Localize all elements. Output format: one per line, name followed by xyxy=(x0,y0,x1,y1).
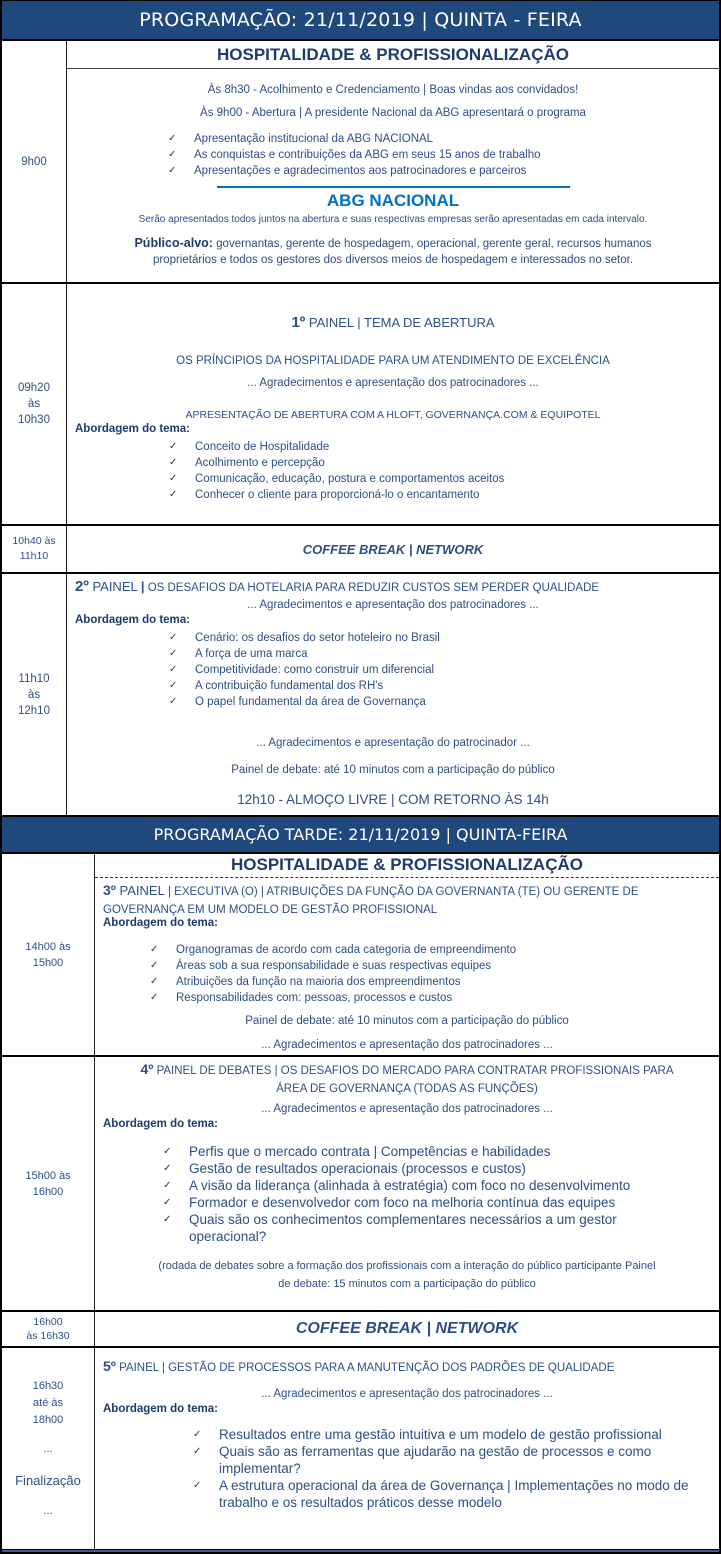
panel3-thanks: ... Agradecimentos e apresentação dos patrocinadores ... xyxy=(261,1039,553,1051)
morning-header: PROGRAMAÇÃO: 21/11/2019 | QUINTA - FEIRA xyxy=(2,1,719,39)
panel2-list xyxy=(169,630,440,710)
abordagem-label: Abordagem do tema: xyxy=(75,423,191,435)
list-item: ✓ A estrutura operacional da área de Governança | Implementações no modo de trabalho e os resultados práticos desse modelo xyxy=(193,1477,713,1511)
list-item: ✓ Formador e desenvolvedor com foco na melhoria contínua das equipes xyxy=(163,1194,643,1211)
panel-title: PAINEL xyxy=(88,579,141,594)
list-item: ✓ A força de uma marca xyxy=(169,646,440,662)
panel-title: PAINEL | GESTÃO DE PROCESSOS PARA A MANUTENÇÃO DOS PADRÕES DE QUALIDADE xyxy=(115,1362,615,1374)
list-item: ✓ Conhecer o cliente para proporcioná-lo o encantamento xyxy=(169,487,504,503)
list-item: ✓ Perfis que o mercado contrata | Competências e habilidades xyxy=(163,1143,643,1160)
note-line: de debate: 15 minutos com a participação do público xyxy=(278,1278,536,1290)
coffee2-content xyxy=(95,1312,719,1346)
time-label: ... xyxy=(43,1442,53,1455)
abordagem-label: Abordagem do tema: xyxy=(103,1403,219,1415)
panel-number: 4º xyxy=(140,1061,154,1077)
panel2-content xyxy=(67,574,719,815)
coffee1-time xyxy=(2,526,67,572)
panel4-thanks: ... Agradecimentos e apresentação dos patrocinadores ... xyxy=(261,1103,553,1115)
panel-title: PAINEL xyxy=(115,883,165,898)
panel5-list xyxy=(193,1426,713,1511)
time-label: 15h00 xyxy=(32,956,64,969)
section-title: HOSPITALIDADE & PROFISSIONALIZAÇÃO xyxy=(231,855,583,874)
list-item: ✓ Resultados entre uma gestão intuitiva e um modelo de gestão profissional xyxy=(193,1426,713,1443)
panel-number: 2º xyxy=(75,578,89,595)
time-label: até às xyxy=(33,1396,63,1409)
panel2-title xyxy=(75,578,599,595)
panel5-thanks: ... Agradecimentos e apresentação dos patrocinadores ... xyxy=(261,1388,553,1400)
coffee-break-row-1 xyxy=(2,526,719,572)
panel5-content xyxy=(95,1348,719,1549)
time-label: 11h10 xyxy=(18,672,50,685)
panel4-title xyxy=(95,1060,719,1098)
panel4-content xyxy=(95,1057,719,1310)
dashed-divider xyxy=(95,877,719,878)
lunch-line: 12h10 - ALMOÇO LIVRE | COM RETORNO ÀS 14h xyxy=(237,792,549,807)
note-line: (rodada de debates sobre a formação dos profissionais com a interação do público participante Painel xyxy=(158,1260,656,1272)
panel1-presentation: APRESENTAÇÃO DE ABERTURA COM A HLOFT, GOVERNANÇA.COM & EQUIPOTEL xyxy=(185,409,601,421)
abg-note: Serão apresentados todos juntos na abertura e suas respectivas empresas serão apresentadas em cada intervalo. xyxy=(138,214,648,225)
publico-line1 xyxy=(67,236,719,250)
panel3-list xyxy=(150,942,516,1006)
list-item: ✓ Apresentação institucional da ABG NACIONAL xyxy=(168,131,541,147)
panel3-title xyxy=(103,881,639,919)
panel4-list xyxy=(163,1143,643,1245)
list-item: ✓ Quais são as ferramentas que ajudarão na gestão de processos e como implementar? xyxy=(193,1443,713,1477)
panel5-row xyxy=(2,1348,719,1549)
panel1-thanks: ... Agradecimentos e apresentação dos patrocinadores ... xyxy=(247,377,539,389)
panel-title: PAINEL DE DEBATES | OS DESAFIOS DO MERCADO PARA CONTRATAR PROFISSIONAIS PARA xyxy=(153,1065,674,1077)
panel3-row xyxy=(2,854,719,1055)
time-label: às xyxy=(27,688,41,701)
panel1-list xyxy=(169,439,504,503)
time-label: Finalização xyxy=(15,1472,81,1488)
list-item: ✓ Comunicação, educação, postura e comportamentos aceitos xyxy=(169,471,504,487)
panel2-time xyxy=(2,574,67,815)
panel-subtitle-2: GOVERNANÇA EM UM MODELO DE GESTÃO PROFISSIONAL xyxy=(103,904,438,916)
time-label: 10h30 xyxy=(18,414,50,426)
panel1-row xyxy=(2,284,719,524)
opening-content xyxy=(67,41,719,282)
time-label: 16h30 xyxy=(32,1379,64,1392)
panel-subtitle: OS DESAFIOS DA HOTELARIA PARA REDUZIR CUSTOS SEM PERDER QUALIDADE xyxy=(144,582,600,594)
coffee1-content xyxy=(67,526,719,572)
list-item: ✓ Áreas sob a sua responsabilidade e suas respectivas equipes xyxy=(150,958,516,974)
section-title: HOSPITALIDADE & PROFISSIONALIZAÇÃO xyxy=(217,45,569,64)
list-item: ✓ Atribuições da função na maioria dos empreendimentos xyxy=(150,974,516,990)
panel1-title xyxy=(67,314,719,331)
afternoon-header: PROGRAMAÇÃO TARDE: 21/11/2019 | QUINTA-FEIRA xyxy=(2,817,719,852)
panel-title: PAINEL | TEMA DE ABERTURA xyxy=(305,315,495,330)
opening-row xyxy=(2,41,719,282)
list-item: ✓ Quais são os conhecimentos complementares necessários a um gestor operacional? xyxy=(163,1211,643,1245)
time-label: 14h00 às xyxy=(25,940,71,953)
list-item: ✓ Organogramas de acordo com cada categoria de empreendimento xyxy=(150,942,516,958)
list-item: ✓ A visão da liderança (alinhada à estratégia) com foco no desenvolvimento xyxy=(163,1177,643,1194)
list-item: ✓ Apresentações e agradecimentos aos patrocinadores e parceiros xyxy=(168,163,541,179)
abg-title: ABG NACIONAL xyxy=(326,191,460,210)
time-label: 12h10 xyxy=(18,704,50,717)
coffee-break-row-2 xyxy=(2,1312,719,1346)
panel-number: 5º xyxy=(103,1358,116,1374)
abg-divider xyxy=(217,186,570,188)
divider xyxy=(67,68,719,69)
abordagem-label: Abordagem do tema: xyxy=(75,614,191,626)
time-label: 18h00 xyxy=(32,1413,64,1426)
panel-subtitle: ÁREA DE GOVERNANÇA (TODAS AS FUNÇÕES) xyxy=(276,1083,538,1095)
abordagem-label: Abordagem do tema: xyxy=(103,1118,219,1130)
time-label: 9h00 xyxy=(21,155,47,168)
time-label: às xyxy=(27,398,41,410)
time-label: 15h00 às xyxy=(25,1169,71,1182)
panel4-row xyxy=(2,1057,719,1310)
list-item: ✓ Competitividade: como construir um diferencial xyxy=(169,662,440,678)
separator: | xyxy=(140,579,145,594)
time-label: 11h10 xyxy=(19,550,49,562)
coffee-break-label: COFFEE BREAK | NETWORK xyxy=(302,542,484,557)
panel1-content xyxy=(67,284,719,524)
panel4-time xyxy=(2,1057,95,1310)
time-label: ... xyxy=(43,1504,53,1517)
time-label: 16h00 xyxy=(33,1316,63,1328)
abordagem-label: Abordagem do tema: xyxy=(103,917,219,929)
panel2-row xyxy=(2,574,719,815)
opening-list xyxy=(168,131,541,179)
panel3-debate: Painel de debate: até 10 minutos com a participação do público xyxy=(245,1015,569,1027)
coffee-break-label: COFFEE BREAK | NETWORK xyxy=(295,1320,519,1337)
publico-text: governantas, gerente de hospedagem, operacional, gerente geral, recursos humanos xyxy=(212,238,652,250)
time-label: 10h40 às xyxy=(12,535,56,547)
list-item: ✓ Gestão de resultados operacionais (processos e custos) xyxy=(163,1160,643,1177)
publico-line2: proprietários e todos os gestores dos diversos meios de hospedagem e interessados no setor. xyxy=(152,254,634,266)
opening-line: Às 9h00 - Abertura | A presidente Nacional da ABG apresentará o programa xyxy=(200,107,586,119)
bottom-rule xyxy=(2,1550,719,1552)
list-item: ✓ Responsabilidades com: pessoas, processos e custos xyxy=(150,990,516,1006)
panel-number: 1º xyxy=(291,314,306,331)
panel2-debate: Painel de debate: até 10 minutos com a participação do público xyxy=(231,764,555,776)
list-item: ✓ Acolhimento e percepção xyxy=(169,455,504,471)
panel2-thanks: ... Agradecimentos e apresentação dos patrocinadores ... xyxy=(247,599,539,611)
time-label: 09h20 xyxy=(18,382,50,394)
coffee2-time xyxy=(2,1312,95,1346)
panel2-thanks2: ... Agradecimentos e apresentação do patrocinador ... xyxy=(256,737,530,749)
time-label: às 16h30 xyxy=(26,1330,70,1342)
panel3-time xyxy=(2,854,95,1055)
list-item: ✓ As conquistas e contribuições da ABG em seus 15 anos de trabalho xyxy=(168,147,541,163)
panel3-content xyxy=(95,854,719,1055)
opening-time xyxy=(2,41,67,282)
time-label: 16h00 xyxy=(32,1185,64,1198)
panel-number: 3º xyxy=(103,882,116,898)
panel1-subtitle: OS PRÍNCIPIOS DA HOSPITALIDADE PARA UM ATENDIMENTO DE EXCELÊNCIA xyxy=(176,355,610,367)
panel1-time xyxy=(2,284,67,524)
publico-label: Público-alvo: xyxy=(134,236,213,250)
list-item: ✓ Cenário: os desafios do setor hoteleiro no Brasil xyxy=(169,630,440,646)
panel5-time xyxy=(2,1348,95,1549)
list-item: ✓ A contribuição fundamental dos RH's xyxy=(169,678,440,694)
panel5-title xyxy=(103,1358,614,1374)
list-item: ✓ Conceito de Hospitalidade xyxy=(169,439,504,455)
list-item: ✓ O papel fundamental da área de Governança xyxy=(169,694,440,710)
welcome-line: Às 8h30 - Acolhimento e Credenciamento | Boas vindas aos convidados! xyxy=(207,84,579,96)
panel4-note xyxy=(95,1257,719,1293)
panel-subtitle: | EXECUTIVA (O) | ATRIBUIÇÕES DA FUNÇÃO DA GOVERNANTA (TE) OU GERENTE DE xyxy=(164,886,639,898)
